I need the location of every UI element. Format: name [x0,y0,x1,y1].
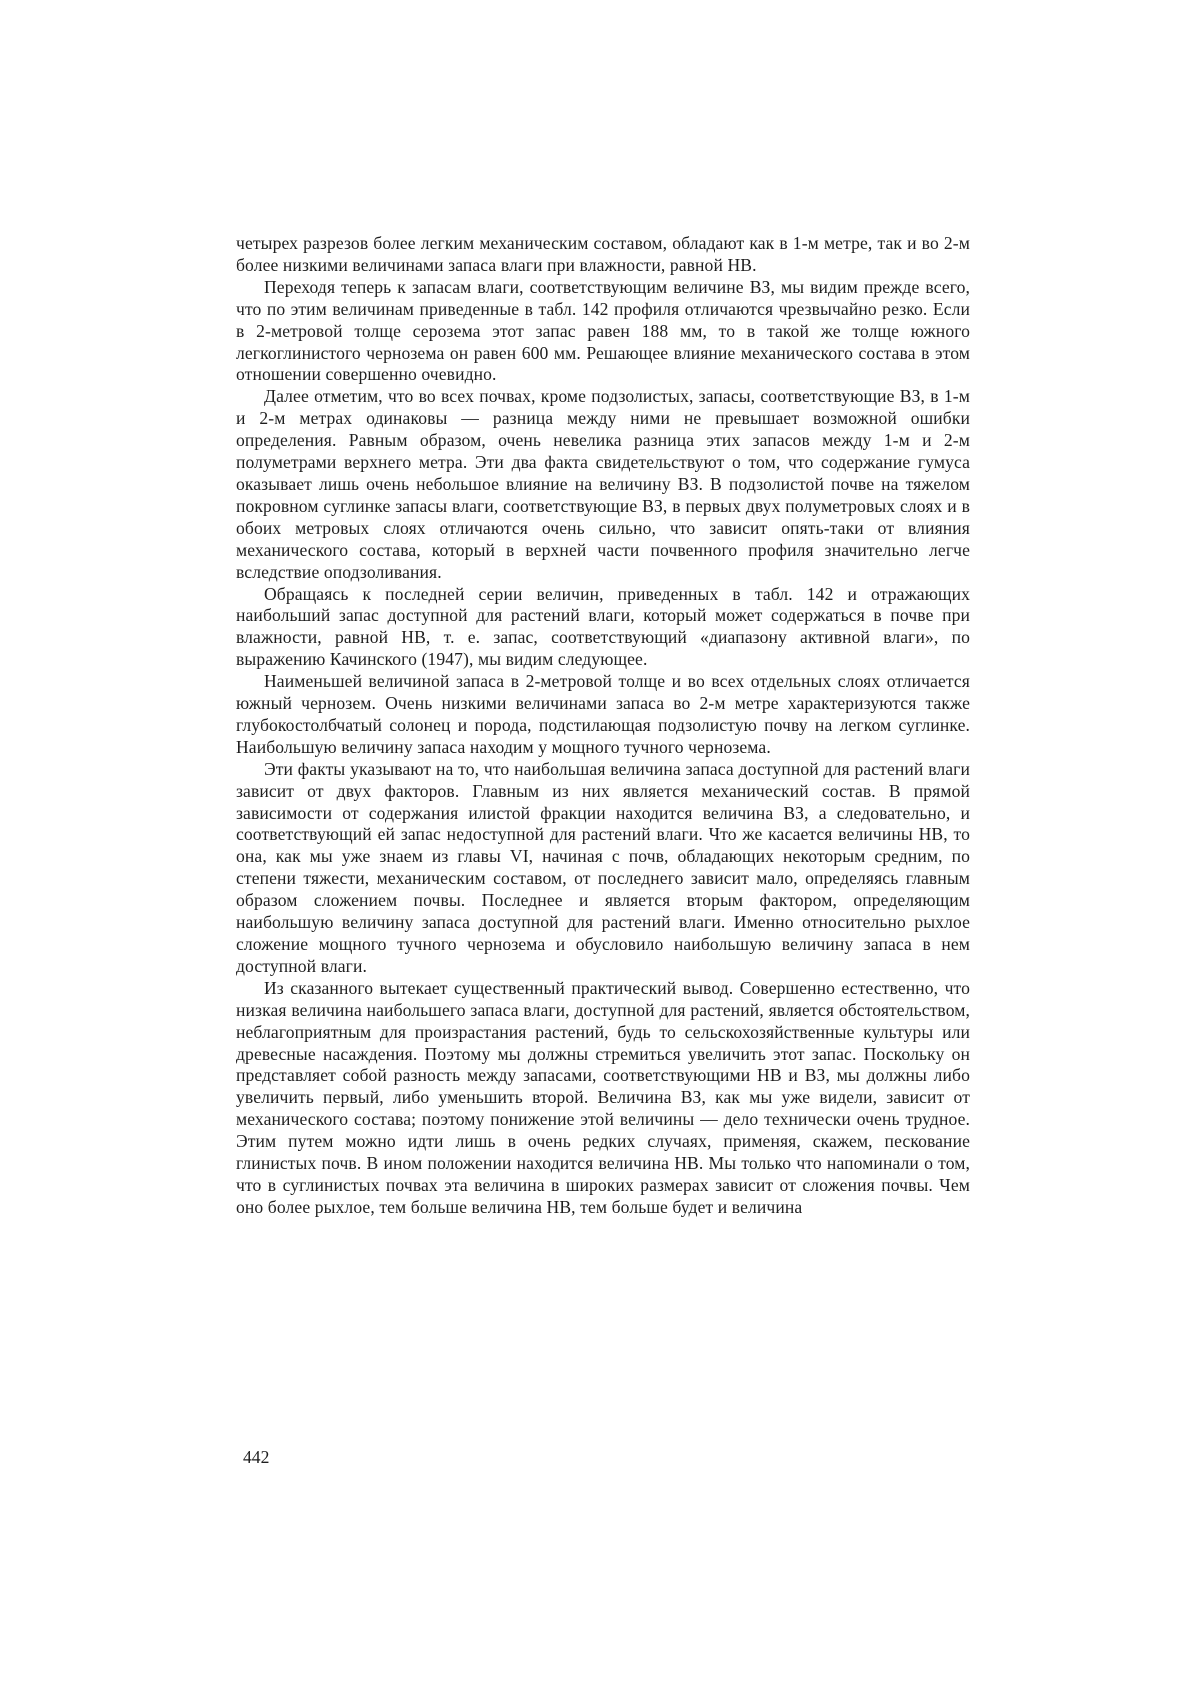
paragraph: Переходя теперь к запасам влаги, соответствующим величине ВЗ, мы видим прежде всего, что по этим величинам приведенные в табл. 142 профиля отличаются чрезвычайно резко. Если в 2-метровой толще серозема этот запас равен 188 мм, то в такой же толще южного легкоглинистого чернозема он равен 600 мм. Решающее влияние механического состава в этом отношении совершенно очевидно. [236,276,970,385]
paragraph: Из сказанного вытекает существенный практический вывод. Совершенно естественно, что низкая величина наибольшего запаса влаги, доступной для растений, является обстоятельством, неблагоприятным для произрастания растений, будь то сельскохозяйственные культуры или древесные насаждения. Поэтому мы должны стремиться увеличить этот запас. Поскольку он представляет собой разность между запасами, соответствующими НВ и ВЗ, мы должны либо увеличить первый, либо уменьшить второй. Величина ВЗ, как мы уже видели, зависит от механического состава; поэтому понижение этой величины — дело технически очень трудное. Этим путем можно идти лишь в очень редких случаях, применяя, скажем, пескование глинистых почв. В ином положении находится величина НВ. Мы только что напоминали о том, что в суглинистых почвах эта величина в широких размерах зависит от сложения почвы. Чем оно более рыхлое, тем больше величина НВ, тем больше будет и величина [236,977,970,1217]
paragraph: Обращаясь к последней серии величин, приведенных в табл. 142 и отражающих наибольший запас доступной для растений влаги, который может содержаться в почве при влажности, равной НВ, т. е. запас, соответствующий «диапазону активной влаги», по выражению Качинского (1947), мы видим следующее. [236,583,970,670]
paragraph: Далее отметим, что во всех почвах, кроме подзолистых, запасы, соответствующие ВЗ, в 1-м и 2-м метрах одинаковы — разница между ними не превышает возможной ошибки определения. Равным образом, очень невелика разница этих запасов между 1-м и 2-м полуметрами верхнего метра. Эти два факта свидетельствуют о том, что содержание гумуса оказывает лишь очень небольшое влияние на величину ВЗ. В подзолистой почве на тяжелом покровном суглинке запасы влаги, соответствующие ВЗ, в первых двух полуметровых слоях и в обоих метровых слоях отличаются очень сильно, что зависит опять-таки от влияния механического состава, который в верхней части почвенного профиля значительно легче вследствие оподзоливания. [236,386,970,582]
paragraph: четырех разрезов более легким механическим составом, обладают как в 1-м метре, так и во 2-м более низкими величинами запаса влаги при влажности, равной НВ. [236,233,970,275]
paragraph: Эти факты указывают на то, что наибольшая величина запаса доступной для растений влаги зависит от двух факторов. Главным из них является механический состав. В прямой зависимости от содержания илистой фракции находится величина ВЗ, а следовательно, и соответствующий ей запас недоступной для растений влаги. Что же касается величины НВ, то она, как мы уже знаем из главы VI, начиная с почв, обладающих некоторым средним, по степени тяжести, механическим составом, от последнего зависит мало, определяясь главным образом сложением почвы. Последнее и является вторым фактором, определяющим наибольшую величину запаса доступной для растений влаги. Именно относительно рыхлое сложение мощного тучного чернозема и обусловило наибольшую величину запаса в нем доступной влаги. [236,758,970,976]
body-text [236,233,970,1219]
page-number: 442 [243,1447,270,1467]
paragraph: Наименьшей величиной запаса в 2-метровой толще и во всех отдельных слоях отличается южный чернозем. Очень низкими величинами запаса во 2-м метре характеризуются также глубокостолбчатый солонец и порода, подстилающая подзолистую почву на легком суглинке. Наибольшую величину запаса находим у мощного тучного чернозема. [236,671,970,757]
